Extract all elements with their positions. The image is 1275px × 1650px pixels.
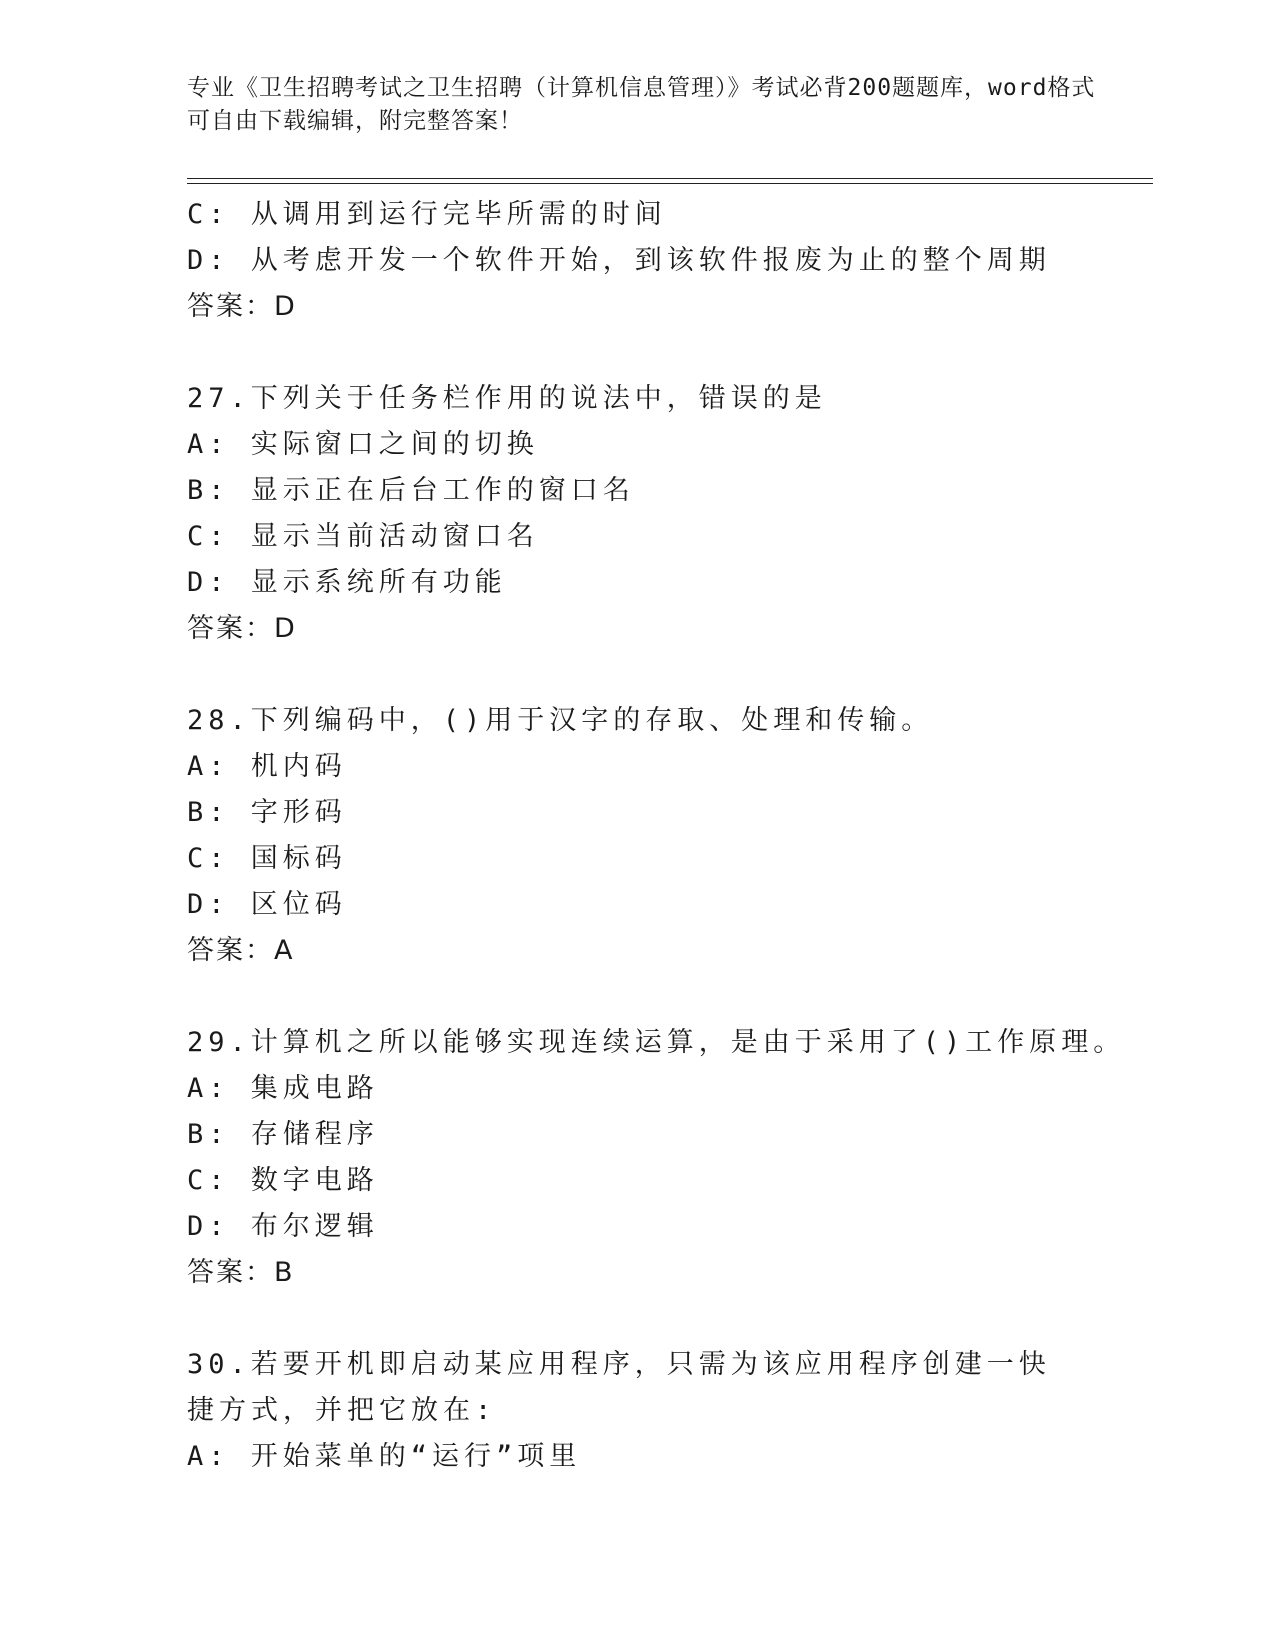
option-c: C: 国标码 (187, 843, 347, 874)
option-d: D: 布尔逻辑 (187, 1211, 379, 1242)
option-a: A: 开始菜单的“运行”项里 (187, 1441, 582, 1472)
option-c: C: 显示当前活动窗口名 (187, 521, 539, 552)
question-stem: 30.若要开机即启动某应用程序，只需为该应用程序创建一快捷方式，并把它放在: (187, 1349, 1051, 1426)
question-stem: 29.计算机之所以能够实现连续运算，是由于采用了()工作原理。 (187, 1027, 1126, 1058)
option-d: D: 从考虑开发一个软件开始，到该软件报废为止的整个周期 (187, 245, 1051, 276)
question-30 (187, 1342, 1147, 1480)
spacer (187, 974, 1147, 1020)
question-29 (187, 1020, 1147, 1296)
answer-line: 答案：D (187, 291, 297, 322)
header-divider-top (187, 178, 1153, 179)
option-b: B: 存储程序 (187, 1119, 379, 1150)
option-d: D: 显示系统所有功能 (187, 567, 507, 598)
question-stem: 28.下列编码中，()用于汉字的存取、处理和传输。 (187, 705, 934, 736)
spacer (187, 652, 1147, 698)
answer-line: 答案：A (187, 935, 295, 966)
document-header: 专业《卫生招聘考试之卫生招聘（计算机信息管理）》考试必背200题题库，word格式可自由下载编辑，附完整答案！ (187, 75, 1096, 134)
option-a: A: 实际窗口之间的切换 (187, 429, 539, 460)
option-a: A: 机内码 (187, 751, 347, 782)
option-b: B: 字形码 (187, 797, 347, 828)
option-b: B: 显示正在后台工作的窗口名 (187, 475, 635, 506)
spacer (187, 330, 1147, 376)
question-stem: 27.下列关于任务栏作用的说法中，错误的是 (187, 383, 827, 414)
spacer (187, 1296, 1147, 1342)
option-a: A: 集成电路 (187, 1073, 379, 1104)
question-28 (187, 698, 1147, 974)
question-27 (187, 376, 1147, 652)
option-d: D: 区位码 (187, 889, 347, 920)
document-body (187, 192, 1147, 1480)
header-divider-bottom (187, 183, 1153, 184)
answer-line: 答案：D (187, 613, 297, 644)
question-26-continued (187, 192, 1147, 330)
option-c: C: 从调用到运行完毕所需的时间 (187, 199, 667, 230)
option-c: C: 数字电路 (187, 1165, 379, 1196)
answer-line: 答案：B (187, 1257, 295, 1288)
